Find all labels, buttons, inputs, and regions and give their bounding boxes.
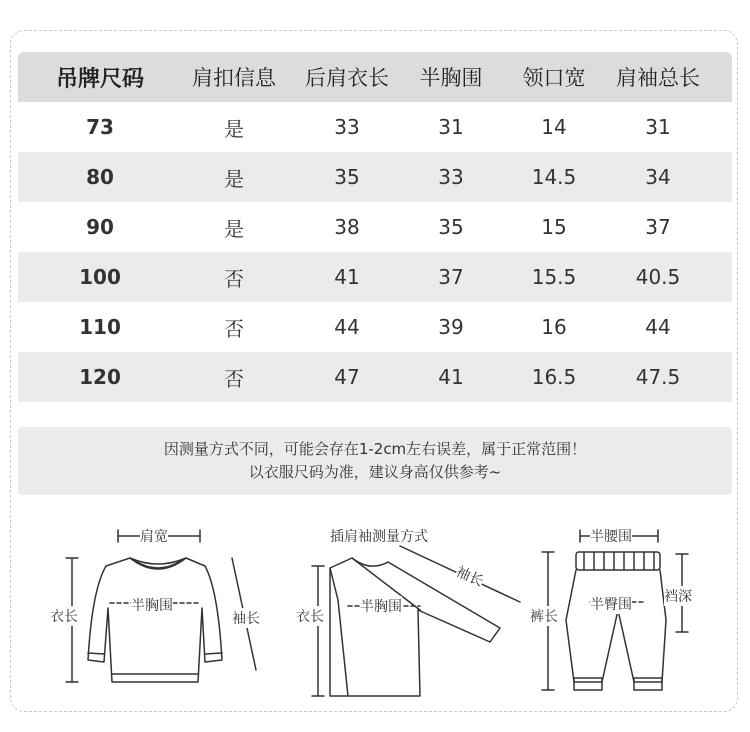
size-table bbox=[18, 52, 732, 402]
cell-sleeve-length: 34 bbox=[645, 165, 671, 189]
cell-shoulder-button: 是 bbox=[224, 166, 244, 191]
label-sweater-length: 衣长 bbox=[50, 606, 78, 626]
table-row bbox=[18, 252, 732, 302]
cell-sleeve-length: 37 bbox=[645, 215, 671, 239]
label-raglan-chest: 半胸围 bbox=[360, 596, 402, 616]
cell-size: 90 bbox=[86, 215, 114, 239]
label-sweater-sleeve: 袖长 bbox=[232, 608, 260, 628]
cell-sleeve-length: 47.5 bbox=[635, 365, 681, 389]
label-raglan-length: 衣长 bbox=[296, 606, 324, 626]
measurement-diagrams bbox=[0, 510, 750, 710]
cell-size: 73 bbox=[86, 115, 114, 139]
table-row bbox=[18, 202, 732, 252]
cell-size: 80 bbox=[86, 165, 114, 189]
cell-half-chest: 37 bbox=[438, 265, 464, 289]
cell-neck-width: 15.5 bbox=[531, 265, 577, 289]
cell-size: 100 bbox=[79, 265, 121, 289]
header-sleeve-length: 肩袖总长 bbox=[616, 66, 700, 90]
cell-half-chest: 39 bbox=[438, 315, 464, 339]
cell-neck-width: 15 bbox=[541, 215, 567, 239]
cell-sleeve-length: 40.5 bbox=[635, 265, 681, 289]
note-line-1: 因测量方式不同，可能会存在1-2cm左右误差，属于正常范围！ bbox=[163, 440, 587, 458]
cell-half-chest: 33 bbox=[438, 165, 464, 189]
note-line-2: 以衣服尺码为准，建议身高仅供参考~ bbox=[248, 463, 502, 481]
cell-size: 120 bbox=[79, 365, 121, 389]
label-shoulder-width: 肩宽 bbox=[140, 526, 168, 546]
label-raglan-title: 插肩袖测量方式 bbox=[330, 529, 428, 545]
cell-half-chest: 31 bbox=[438, 115, 464, 139]
cell-shoulder-button: 是 bbox=[224, 216, 244, 241]
label-raglan-sleeve: 袖长 bbox=[453, 561, 487, 591]
table-row bbox=[18, 302, 732, 352]
label-half-waist: 半腰围 bbox=[590, 526, 632, 546]
header-shoulder-button: 肩扣信息 bbox=[192, 66, 276, 90]
label-rise-depth: 裆深 bbox=[664, 586, 692, 606]
cell-neck-width: 16 bbox=[541, 315, 567, 339]
cell-back-length: 41 bbox=[334, 265, 360, 289]
cell-neck-width: 14.5 bbox=[531, 165, 577, 189]
table-header-row bbox=[18, 52, 732, 102]
measurement-note bbox=[18, 427, 732, 495]
raglan-illustration bbox=[312, 546, 520, 696]
header-half-chest: 半胸围 bbox=[419, 66, 483, 90]
cell-sleeve-length: 44 bbox=[645, 315, 671, 339]
table-row bbox=[18, 352, 732, 402]
cell-back-length: 47 bbox=[334, 365, 360, 389]
cell-shoulder-button: 否 bbox=[224, 316, 244, 341]
header-back-length: 后肩衣长 bbox=[305, 66, 389, 90]
header-neck-width: 领口宽 bbox=[522, 66, 586, 90]
header-tag-size: 吊牌尺码 bbox=[55, 66, 144, 92]
cell-back-length: 44 bbox=[334, 315, 360, 339]
cell-shoulder-button: 是 bbox=[224, 116, 244, 141]
cell-shoulder-button: 否 bbox=[224, 366, 244, 391]
cell-size: 110 bbox=[79, 315, 121, 339]
label-half-hip: 半臀围 bbox=[590, 594, 632, 614]
cell-sleeve-length: 31 bbox=[645, 115, 671, 139]
label-pants-length: 裤长 bbox=[530, 606, 558, 626]
cell-back-length: 33 bbox=[334, 115, 360, 139]
table-row bbox=[18, 152, 732, 202]
cell-back-length: 35 bbox=[334, 165, 360, 189]
cell-neck-width: 16.5 bbox=[531, 365, 577, 389]
cell-shoulder-button: 否 bbox=[224, 266, 244, 291]
cell-half-chest: 41 bbox=[438, 365, 464, 389]
cell-half-chest: 35 bbox=[438, 215, 464, 239]
table-row bbox=[18, 102, 732, 152]
cell-back-length: 38 bbox=[334, 215, 360, 239]
label-sweater-chest: 半胸围 bbox=[131, 595, 173, 615]
cell-neck-width: 14 bbox=[541, 115, 567, 139]
